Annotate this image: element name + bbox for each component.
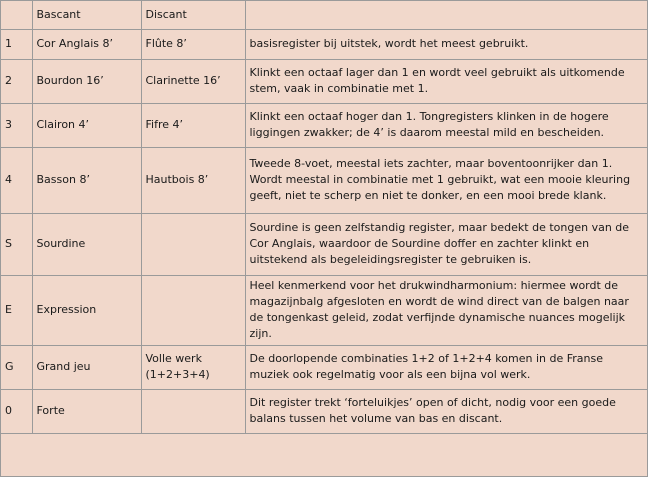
row-number: E bbox=[1, 275, 32, 345]
description-cell: Dit register trekt ‘forteluikjes’ open of dicht, nodig voor een goede balans tussen het volume van bas en discant. bbox=[245, 389, 647, 433]
discant-cell: Volle werk (1+2+3+4) bbox=[141, 345, 245, 389]
bascant-cell: Expression bbox=[32, 275, 141, 345]
discant-cell bbox=[141, 389, 245, 433]
table-row bbox=[1, 59, 647, 103]
row-number: G bbox=[1, 345, 32, 389]
description-cell: basisregister bij uitstek, wordt het meest gebruikt. bbox=[245, 29, 647, 59]
table-row bbox=[1, 147, 647, 213]
header-bascant: Bascant bbox=[32, 1, 141, 29]
row-number: 3 bbox=[1, 103, 32, 147]
description-cell: De doorlopende combinaties 1+2 of 1+2+4 komen in de Franse muziek ook regelmatig voor als een bijna vol werk. bbox=[245, 345, 647, 389]
row-number: 4 bbox=[1, 147, 32, 213]
bascant-cell: Forte bbox=[32, 389, 141, 433]
bascant-cell: Basson 8’ bbox=[32, 147, 141, 213]
discant-cell: Flûte 8’ bbox=[141, 29, 245, 59]
description-cell: Sourdine is geen zelfstandig register, maar bedekt de tongen van de Cor Anglais, waardoor de Sourdine doffer en zachter klinkt en uitstekend als begeleidingsregister te gebruiken is. bbox=[245, 213, 647, 275]
header-discant: Discant bbox=[141, 1, 245, 29]
bascant-cell: Bourdon 16’ bbox=[32, 59, 141, 103]
description-cell: Tweede 8-voet, meestal iets zachter, maar boventoonrijker dan 1. Wordt meestal in combinatie met 1 gebruikt, wat een mooie kleuring geeft, niet te scherp en niet te donker, en een mooi brede klank. bbox=[245, 147, 647, 213]
discant-cell bbox=[141, 213, 245, 275]
register-table bbox=[1, 1, 647, 434]
table-row bbox=[1, 345, 647, 389]
row-number: 0 bbox=[1, 389, 32, 433]
discant-cell: Clarinette 16’ bbox=[141, 59, 245, 103]
description-cell: Klinkt een octaaf hoger dan 1. Tongregisters klinken in de hogere liggingen zwakker; de 4’ is daarom meestal mild en bescheiden. bbox=[245, 103, 647, 147]
bascant-cell: Cor Anglais 8’ bbox=[32, 29, 141, 59]
table-row bbox=[1, 275, 647, 345]
row-number: S bbox=[1, 213, 32, 275]
table-footer-space bbox=[1, 434, 647, 460]
bascant-cell: Sourdine bbox=[32, 213, 141, 275]
description-cell: Heel kenmerkend voor het drukwindharmonium: hiermee wordt de magazijnbalg afgesloten en wordt de wind direct van de balgen naar de tongenkast geleid, zodat verfijnde dynamische nuances mogelijk zijn. bbox=[245, 275, 647, 345]
discant-cell bbox=[141, 275, 245, 345]
discant-cell: Hautbois 8’ bbox=[141, 147, 245, 213]
description-cell: Klinkt een octaaf lager dan 1 en wordt veel gebruikt als uitkomende stem, vaak in combinatie met 1. bbox=[245, 59, 647, 103]
row-number: 1 bbox=[1, 29, 32, 59]
header-number bbox=[1, 1, 32, 29]
bascant-cell: Clairon 4’ bbox=[32, 103, 141, 147]
table-row bbox=[1, 29, 647, 59]
row-number: 2 bbox=[1, 59, 32, 103]
bascant-cell: Grand jeu bbox=[32, 345, 141, 389]
header-row bbox=[1, 1, 647, 29]
table-row bbox=[1, 389, 647, 433]
table-row bbox=[1, 103, 647, 147]
discant-cell: Fifre 4’ bbox=[141, 103, 245, 147]
table-row bbox=[1, 213, 647, 275]
header-description bbox=[245, 1, 647, 29]
